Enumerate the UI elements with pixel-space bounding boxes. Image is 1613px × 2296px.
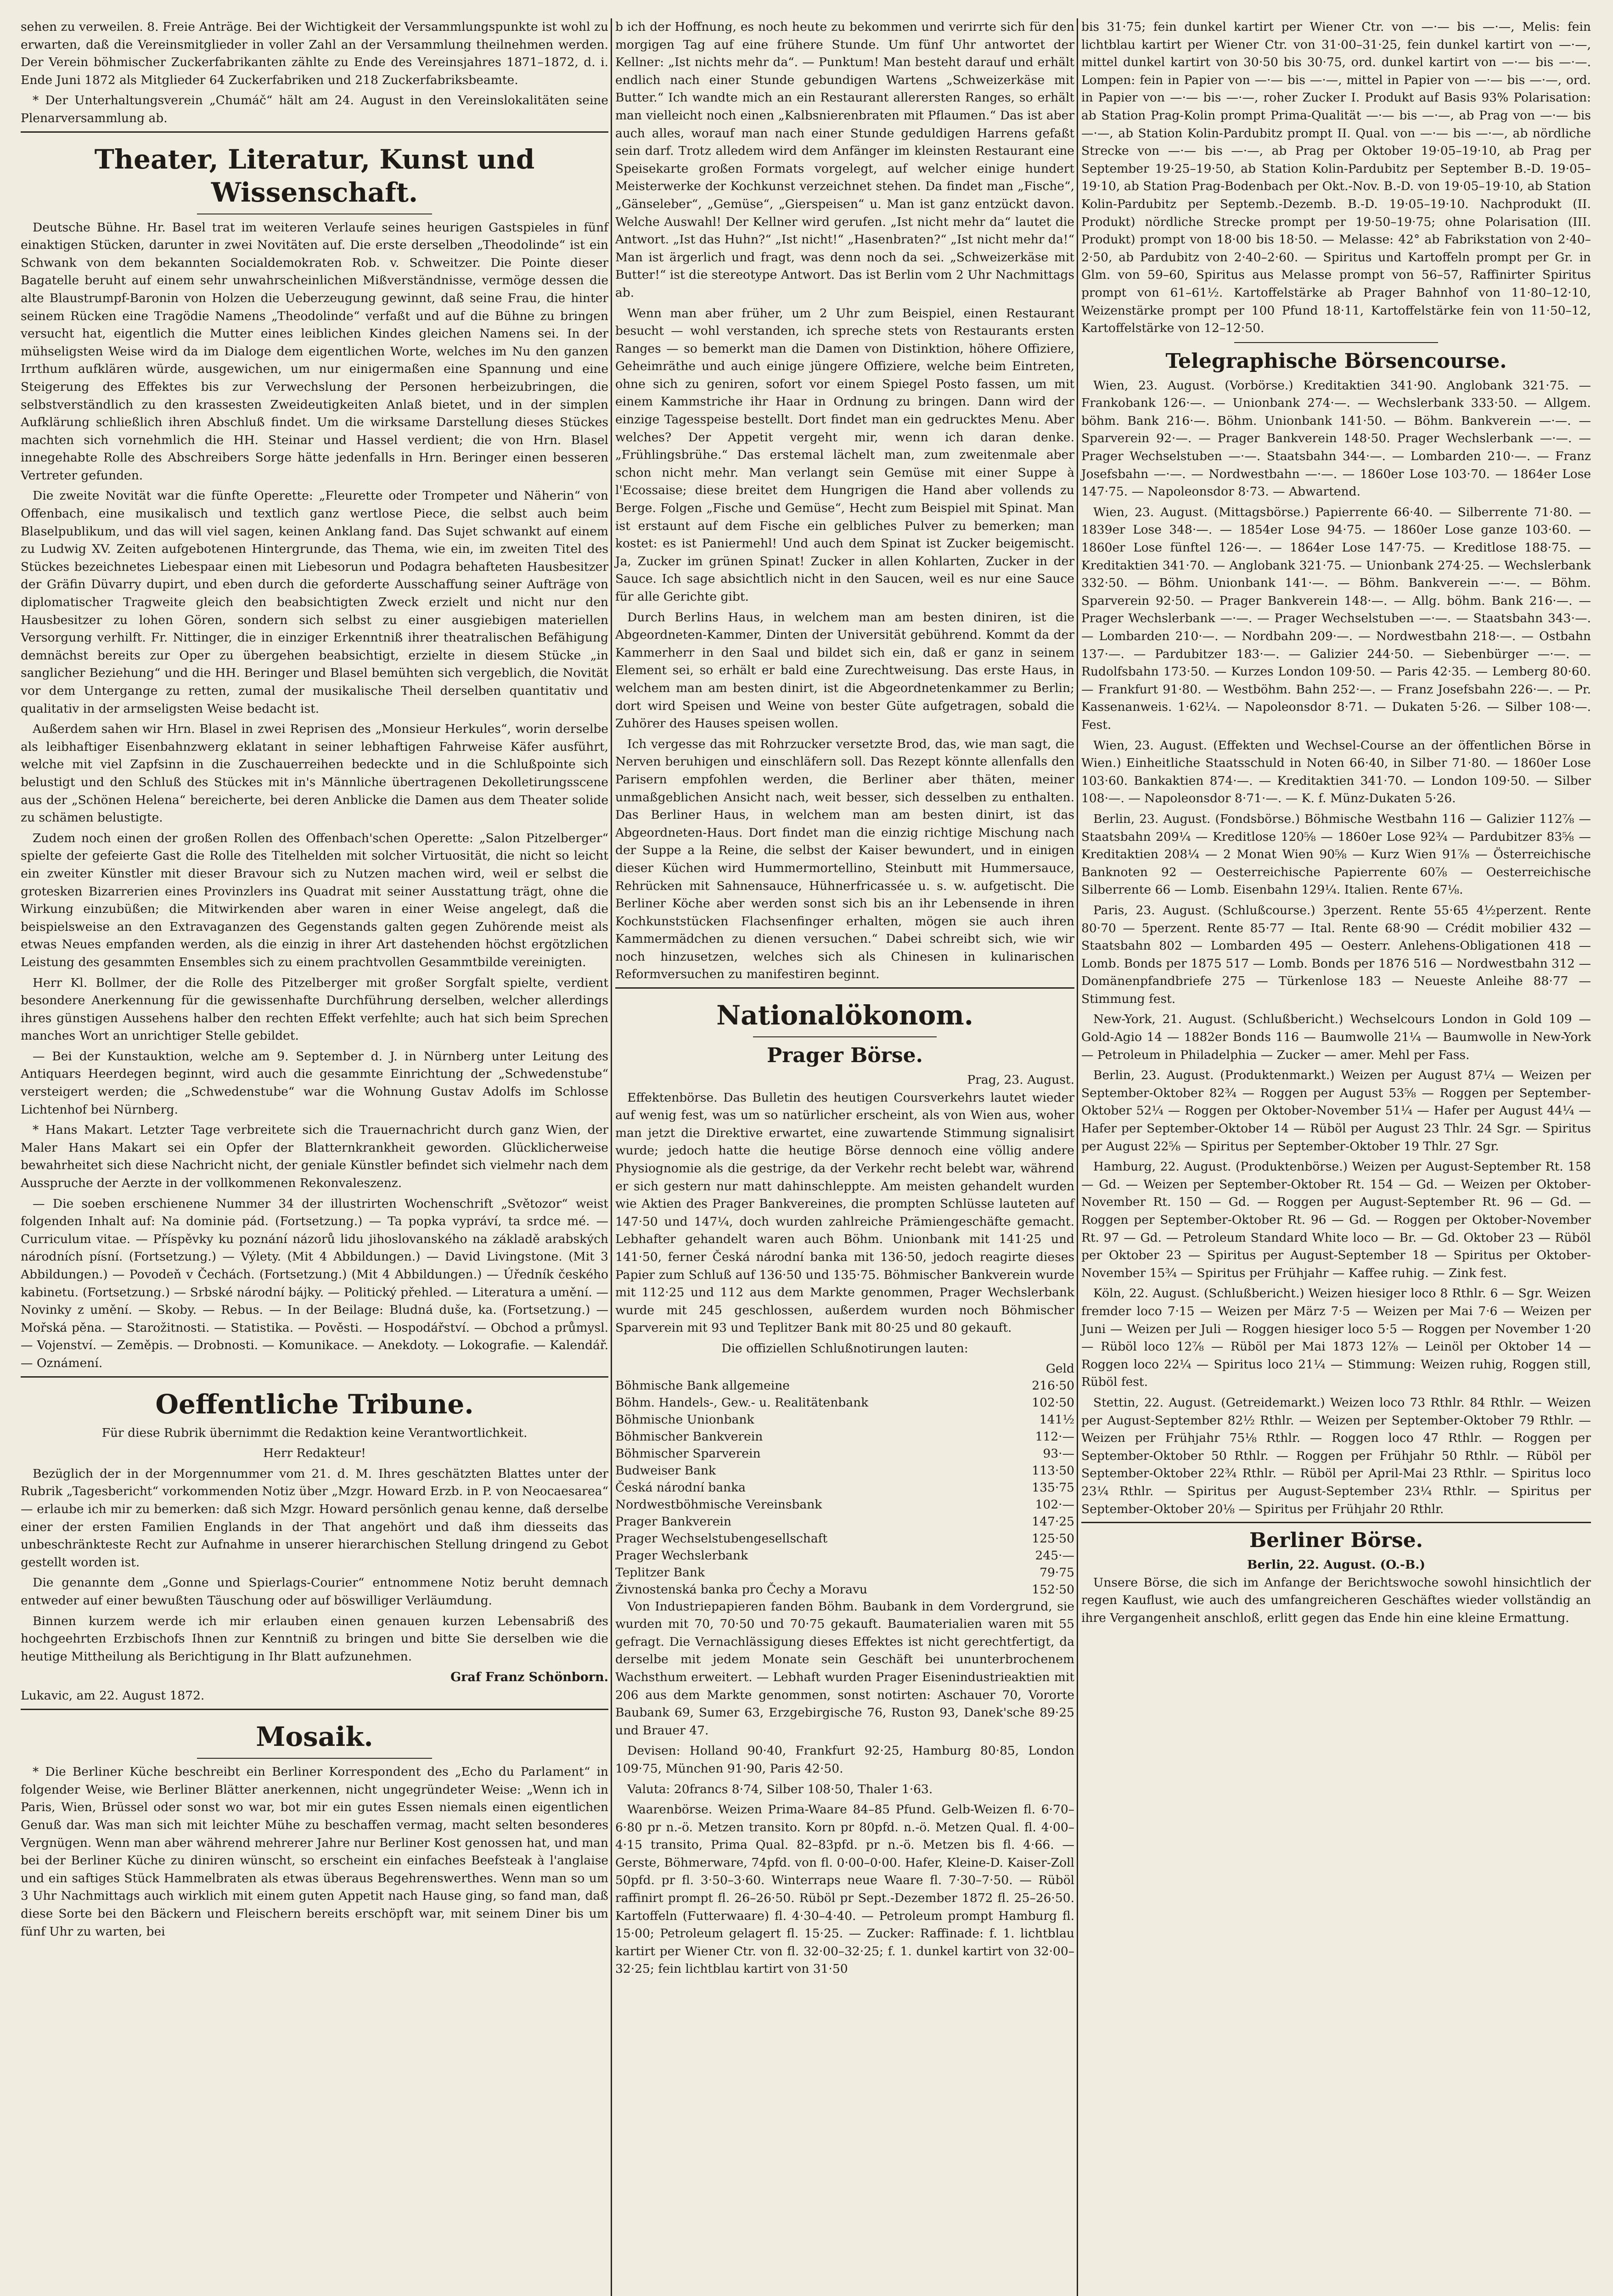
- theatre-heading: Theater, Literatur, Kunst und Wissenschaft.: [94, 143, 535, 208]
- table-row: [615, 1581, 1074, 1598]
- table-row: [615, 1445, 1074, 1462]
- telegraph-report: Wien, 23. August. (Mittagsbörse.) Papierrente 66·40. — Silberrente 71·80. — 1839er Lose 348·—. — 1854er Lose 94·75. — 1860er Lose ganze 103·60. — 1860er Lose fünftel 126·—. — 1864er Lose 147·75. — Kreditlose 188·75. — Kreditaktien 341·70. — Anglobank 321·75. — Unionbank 274·25. — Wechslerbank 332·50. — Böhm. Unionbank 141·—. — Böhm. Bankverein —·—. — Böhm. Sparverein 92·50. — Prager Bankverein 148·—. — Allg. böhm. Bank 216·—. — Prager Wechslerbank —·—. — Prager Wechselstuben —·—. — Staatsbahn 343·—. — Lombarden 210·—. — Nordbahn 209·—. — Nordwestbahn 218·—. — Ostbahn 137·—. — Pardubitzer 183·—. — Galizier 244·50. — Siebenbürger —·—. — Rudolfsbahn 173·50. — Kurzes London 109·50. — Paris 42·35. — Lemberg 80·60. — Frankfurt 91·80. — Westböhm. Bahn 252·—. — Franz Josefsbahn 226·—. — Pr. Kassenanweis. 1·62¼. — Napoleonsdor 8·71. — Dukaten 5·26. — Silber 108·—. Fest.: [1081, 505, 1591, 732]
- rate-name: Böhmischer Sparverein: [615, 1446, 761, 1461]
- telegraph-report: Stettin, 22. August. (Getreidemarkt.) Weizen loco 73 Rthlr. 84 Rthlr. — Weizen per August-September 82½ Rthlr. — Weizen per September-Oktober 79 Rthlr. — Weizen per Frühjahr 75⅛ Rthlr. — Roggen loco 47 Rthlr. — Roggen per September-Oktober 50 Rthlr. — Roggen per Frühjahr 50 Rthlr. — Rüböl per September-Oktober 22¾ Rthlr. — Rüböl per April-Mai 23 Rthlr. — Spiritus loco 23¼ Rthlr. — Spiritus per August-September 23¼ Rthlr. — Spiritus per September-Oktober 20⅛ — Spiritus per Frühjahr 20 Rthlr.: [1081, 1395, 1591, 1516]
- table-row: [615, 1428, 1074, 1445]
- tribune-heading: Oeffentliche Tribune.: [155, 1388, 474, 1420]
- theatre-paragraph: Außerdem sahen wir Hrn. Blasel in zwei Reprisen des „Monsieur Herkules“, worin derselbe als leibhaftiger Eisenbahnzwerg eklatant in seiner lebhaftigen Fahrweise Käfer ausführt, welche mit viel Zapfsinn in die Zuschauerreihen bedeckte und in die Schlußpointe sich belustigt und den Schluß des Stückes mit in's Männliche übertragenen Dekolletirungsscene aus der „Schönen Helena“ bereicherte, bei deren Anblicke die Damen aus dem Theater solide zu schämen belustigte.: [21, 722, 608, 825]
- section-divider: [615, 987, 1074, 989]
- mosaik-continuation: Wenn man aber früher, um 2 Uhr zum Beispiel, einen Restaurant besucht — wohl verstanden, ich spreche stets von Restaurants ersten Ranges — so bemerkt man die Damen von Distinktion, höhere Offiziere, Geheimräthe und auch einige jüngere Offiziere, welche beim Eintreten, ohne sich zu geniren, sofort vor einem Spiegel Posto fassen, um mit einem Kammstriche ihr Haar in Ordnung zu bringen. Dann wird der einzige Tagesspeise bestellt. Dort findet man ein gedrucktes Menu. Aber welches? Der Appetit vergeht mir, wenn ich daran denke. „Frühlingsbrühe.“ Das erstemal lächelt man, zum zweitenmale aber schon nicht mehr. Man verlangt sein Gemüse mit einer Suppe à l'Ecossaise; diese breitet dem Hungrigen die Hand aber vollends zu Berge. Folgen „Fische und Gemüse“, Hecht zum Beispiel mit Spinat. Man ist erstaunt auf dem Fische ein gelbliches Pulver zu bemerken; man kostet: es ist Paniermehl! Und auch dem Spinat ist Zucker beigemischt. Ja, Zucker im grünen Spinat! Zucker in allen Kohlarten, Zucker in der Sauce. Ich sage absichtlich nicht in den Saucen, weil es nur eine Sauce für alle Gerichte gibt.: [615, 306, 1074, 604]
- column-divider-right: [1077, 18, 1078, 2296]
- rate-name: Česká národní banka: [615, 1480, 746, 1495]
- rate-value: 93·—: [1043, 1446, 1074, 1461]
- theatre-paragraph: Die zweite Novität war die fünfte Operette: „Fleurette oder Trompeter und Näherin“ von Offenbach, eine musikalisch und textlich ganz wertlose Piece, die selbst auch beim Blaselpublikum, und das will viel sagen, keinen Anklang fand. Das Sujet schwankt auf einem zu Ludwig XV. Zeiten aufgebotenen Hintergrunde, das Thema, wie ein, im zweiten Titel des Stückes bezeichnetes Liebespaar einen mit Liebesorun und Podagra behafteten Hausbesitzer der Gräfin Düvarry dupirt, und eben durch die geforderte Ausschaffung seiner Aufträge von diplomatischer Tragweite gleich den beabsichtigten Zweck erzielt und nicht nur den Hausbesitzer zu lohen Gören, sondern sich selbst zu einer ausgiebigen materiellen Versorgung verhilft. Fr. Nittinger, die in einziger Erkenntniß ihrer theatralischen Befähigung demnächst bereits zur Oper zu übergehen beabsichtigt, erzielte in diesem Stücke „in sanglicher Beziehung“ und die HH. Beringer und Blasel bemühten sich vergeblich, die Novität vor dem Untergange zu retten, zumal der musikalische Theil derselben quantitativ und qualitativ in der armseligsten Weise bedacht ist.: [21, 489, 608, 716]
- telegraph-report: Berlin, 23. August. (Produktenmarkt.) Weizen per August 87¼ — Weizen per September-Oktober 82¾ — Roggen per August 53⅝ — Roggen per September-Oktober 52¼ — Roggen per Oktober-November 51¼ — Hafer per August 44¼ — Hafer per September-Oktober 14 — Rüböl per August 23 Thlr. 24 Sgr. — Spiritus per August 22⅝ — Spiritus per September-Oktober 19 Thlr. 27 Sgr.: [1081, 1068, 1591, 1154]
- theatre-paragraph: * Hans Makart. Letzter Tage verbreitete sich die Trauernachricht durch ganz Wien, der Maler Hans Makart sei ein Opfer der Blatternkrankheit geworden. Glücklicherweise bewahrheitet sich diese Nachricht nicht, der geniale Künstler befindet sich vielmehr nach dem Ausspruche der Aerzte in der vollkommenen Rekonvaleszenz.: [21, 1123, 608, 1191]
- rate-name: Teplitzer Bank: [615, 1565, 705, 1580]
- mosaik-continuation: b ich der Hoffnung, es noch heute zu bekommen und verirrte sich für den morgigen Tag auf eine frühere Stunde. Um fünf Uhr antwortet der Kellner: „Ist nichts mehr da“. — Punktum! Man besteht darauf und erhält endlich nach einer Stunde gebundigen Wartens „Schweizerkäse mit Butter.“ Ich wandte mich an ein Restaurant allerersten Ranges, so erhält man vielleicht noch einen „Kalbsnierenbraten mit Pflaumen.“ Das ist aber auch alles, worauf man nach einer Stunde geduldigen Harrens gefaßt sein darf. Trotz alledem wird dem Anfänger im kleinsten Restaurant eine Speisekarte großen Formats vorgelegt, auf welcher einige hundert Meisterwerke der Kochkunst verzeichnet stehen. Da findet man „Fische“, „Gänseleber“, „Gemüse“, „Gierspeisen“ u. Man ist ganz entzückt davon. Welche Auswahl! Der Kellner wird gerufen. „Ist nicht mehr da“ lautet die Antwort. „Ist das Huhn?“ „Ist nicht!“ „Hasenbraten?“ „Ist nicht mehr da!“ Man ist ärgerlich und fragt, was denn noch da sei. „Schweizerkäse mit Butter!“ ist die stereotype Antwort. Das ist Berlin vom 2 Uhr Nachmittags ab.: [615, 20, 1074, 300]
- tribune-paragraph: Bezüglich der in der Morgennummer vom 21. d. M. Ihres geschätzten Blattes unter der Rubrik „Tagesbericht“ vorkommenden Notiz über „Mzgr. Howard Erzb. in P. von Neocaesarea“ — erlaube ich mir zu bemerken: daß sich Mzgr. Howard persönlich genau kenne, daß derselbe einer der ersten Familien Englands in der That angehört und daß ihm diesseits das unbeschränkteste Recht zur Aufnahme in unserer hierarchischen Stellung dringend zu Gebot gestellt worden ist.: [21, 1466, 608, 1570]
- berlin-paragraph: Unsere Börse, die sich im Anfange der Berichtswoche sowohl hinsichtlich der regen Kauflust, wie auch des umfangreicheren Geschäftes wieder vollständig an ihre Vergangenheit anschloß, erlitt gegen das Ende hin eine kleine Ermattung.: [1081, 1575, 1591, 1625]
- economy-heading: Nationalökonom.: [716, 1000, 973, 1031]
- telegraph-report: New-York, 21. August. (Schlußbericht.) Wechselcours London in Gold 109 — Gold-Agio 14 — 1882er Bonds 116 — Baumwolle 21¼ — Baumwolle in New-York — Petroleum in Philadelphia — Zucker — amer. Mehl per Fass.: [1081, 1012, 1591, 1062]
- market-paragraph: Devisen: Holland 90·40, Frankfurt 92·25, Hamburg 80·85, London 109·75, München 91·90, Paris 42·50.: [615, 1744, 1074, 1776]
- table-row: [615, 1479, 1074, 1496]
- rate-value: 125·50: [1032, 1531, 1074, 1546]
- table-row: [615, 1462, 1074, 1479]
- section-divider: [21, 1709, 608, 1710]
- berlin-dateline: Berlin, 22. August. (O.-B.): [1247, 1558, 1426, 1572]
- mosaik-continuation: Durch Berlins Haus, in welchem man am besten diniren, ist die Abgeordneten-Kammer, Dinten der Universität gebührend. Kommt da der Kammerherr in den Saal und bildet sich ein, daß er ganz in seinem Element sei, so erhält er bald eine Zurechtweisung. Das erste Haus, in welchem man am besten dinirt, ist die Abgeordnetenkammer zu Berlin; dort wird Speisen und Weine von bester Güte aufgetragen, sobald die Zuhörer des Hauses speisen wollen.: [615, 610, 1074, 731]
- section-divider: [21, 131, 608, 133]
- table-row: [615, 1530, 1074, 1547]
- rate-name: Böhmische Bank allgemeine: [615, 1378, 790, 1393]
- rate-name: Živnostenská banka pro Čechy a Moravu: [615, 1582, 867, 1597]
- table-row: [615, 1564, 1074, 1581]
- theatre-paragraph: Deutsche Bühne. Hr. Basel trat im weiteren Verlaufe seines heurigen Gastspieles in fünf einaktigen Stücken, darunter in zwei Novitäten auf. Die erste derselben „Theodolinde“ ist ein Schwank von dem bekannten Socialdemokraten Rob. v. Schweitzer. Die Pointe dieser Bagatelle beruht auf einem sehr unwahrscheinlichen Mißverständnisse, vermöge dessen die alte Blaustrumpf-Baronin von Holzen die Ueberzeugung gewinnt, daß seine Frau, die hinter seinem Rücken eine Tragödie Namens „Theodolinde“ verfaßt und auf die Bühne zu bringen versucht hat, eigentlich die Mutter eines leiblichen Kindes gleichen Namens sei. In der mühseligsten Weise wird da im Dialoge dem eigentlichen Worte, welches im Nu den ganzen Irrthum aufklären würde, ausgewichen, um nur einigermaßen eine Spannung und eine Steigerung des Effektes bis zur Verwechslung der Personen herbeizubringen, die selbstverständlich zu den krassesten Zweideutigkeiten Anlaß bietet, und in der simplen Aufklärung schließlich ihren Abschluß findet. Um die wirksame Darstellung dieses Stückes machten sich vornehmlich die HH. Steinar und Hassel verdient; die von Hrn. Blasel innegehabte Rolle des Abschreibers Sorge hätte jedenfalls in Hrn. Beringer einen besseren Vertreter gefunden.: [21, 220, 608, 483]
- rate-value: 141½: [1039, 1412, 1074, 1427]
- rates-intro: Die offiziellen Schlußnotirungen lauten:: [721, 1341, 968, 1356]
- column-divider-left: [611, 18, 612, 2296]
- rates-table: [615, 1377, 1074, 1598]
- column-right: [1081, 18, 1591, 1630]
- rate-value: 147·25: [1032, 1514, 1074, 1529]
- column-middle: [615, 18, 1074, 1981]
- telegraph-report: Paris, 23. August. (Schlußcourse.) 3perzent. Rente 55·65 4½perzent. Rente 80·70 — 5perzent. Rente 85·77 — Ital. Rente 68·90 — Crédit mobilier 432 — Staatsbahn 802 — Lombarden 495 — Oesterr. Anlehens-Obligationen 418 — Lomb. Bonds per 1875 517 — Lomb. Bonds per 1876 516 — Nordwestbahn 312 — Domänenpfandbriefe 275 — Türkenlose 183 — Neueste Anleihe 88·77 — Stimmung fest.: [1081, 903, 1591, 1006]
- tribune-paragraph: Binnen kurzem werde ich mir erlauben einen genauen kurzen Lebensabriß des hochgeehrten Erzbischofs Ihnen zur Kenntniß zu bringen und bitte Sie derselben wie die heutige Mittheilung als Berichtigung in Ihr Blatt aufzunehmen.: [21, 1614, 608, 1664]
- tribune-salutation: Herr Redakteur!: [263, 1446, 366, 1461]
- section-divider: [1234, 342, 1438, 343]
- intro-paragraph: * Der Unterhaltungsverein „Chumáč“ hält am 24. August in den Vereinslokalitäten seine Plenarversammlung ab.: [21, 93, 608, 125]
- tribune-place-date: Lukavic, am 22. August 1872.: [21, 1688, 205, 1703]
- theatre-paragraph: Zudem noch einen der großen Rollen des Offenbach'schen Operette: „Salon Pitzelberger“ spielte der gefeierte Gast die Rolle des Titelhelden mit solcher Virtuosität, die nicht so leicht ein zweiter Künstler mit dieser Bravour sich zu Nutzen machen wird, weil er selbst die grotesken Bizarrerien eines Provinzlers ins Quadrat mit seiner Ausstattung trägt, ohne die Wirkung einzubüßen; die Mitwirkenden aber waren in einer Weise angelegt, daß die beispielsweise an den Extravaganzen des Gegenstands galten gegen Zuhörende meist als etwas Neues empfanden werden, als die einzig in ihrer Art dastehenden höchst ergötzlichen Leistung des gesammten Ensembles sich zu einem prachtvollen Gesammtbilde vereinigten.: [21, 831, 608, 969]
- rate-value: 245·—: [1035, 1548, 1074, 1563]
- table-row: [615, 1394, 1074, 1411]
- table-row: [615, 1496, 1074, 1513]
- mosaik-heading: Mosaik.: [256, 1721, 373, 1753]
- telegraph-report: Wien, 23. August. (Vorbörse.) Kreditaktien 341·90. Anglobank 321·75. — Frankobank 126·—. — Unionbank 274·—. — Wechslerbank 333·50. — Allgem. böhm. Bank 216·—. Böhm. Unionbank 141·50. — Böhm. Bankverein —·—. — Sparverein 92·—. — Prager Bankverein 148·50. Prager Wechslerbank —·—. — Prager Wechselstuben —·—. Staatsbahn 344·—. — Lombarden 210·—. — Franz Josefsbahn —·—. — Nordwestbahn —·—. — 1860er Lose 103·70. — 1864er Lose 147·75. — Napoleonsdor 8·73. — Abwartend.: [1081, 378, 1591, 499]
- table-row: [615, 1411, 1074, 1428]
- rate-value: 112·—: [1035, 1429, 1074, 1444]
- rate-name: Böhmischer Bankverein: [615, 1429, 763, 1444]
- mosaik-paragraph: * Die Berliner Küche beschreibt ein Berliner Korrespondent des „Echo du Parlament“ in folgender Weise, wie Berliner Blätter anerkennen, nicht ungegründeter Weise: „Wenn ich in Paris, Wien, Brüssel oder sonst wo war, bot mir ein gutes Essen niemals einen eigentlichen Genuß dar. Was man sich mit leichter Mühe zu beschaffen vermag, macht selten besonderes Vergnügen. Wenn man aber während mehrerer Jahre nur Berliner Kost genossen hat, und man bei der Berliner Küche zu diniren wünscht, so erscheint ein einfaches Beefsteak à l'anglaise und ein saftiges Stück Hammelbraten als etwas überaus Begehrenswerthes. Wenn man so um 3 Uhr Nachmittags auch wirklich mit einem guten Appetit nach Hause ging, so fand man, daß diese Sorte bei den Bäckern und Fleischern bereits erschöpft war, mit seinem Diner bis um fünf Uhr zu warten, bei: [21, 1765, 608, 1939]
- heading-rule: [753, 1036, 937, 1037]
- theatre-paragraph: — Die soeben erschienene Nummer 34 der illustrirten Wochenschrift „Světozor“ weist folgenden Inhalt auf: Na dominie pád. (Fortsetzung.) — Ta popka vypráví, ta srdce mé. — Curriculum vitae. — Příspěvky ku poznání názorů lidu jihoslovanského na základě arabských národních písní. (Fortsetzung.) — Výlety. (Mit 4 Abbildungen.) — David Livingstone. (Mit 3 Abbildungen.) — Povodeň v Čechách. (Fortsetzung.) (Mit 4 Abbildungen.) — Úředník českého kabinetu. (Fortsetzung.) — Srbské národní bájky. — Politický přehled. — Literatura a umění. — Novinky z umění. — Skoby. — Rebus. — In der Beilage: Bludná duše, ka. (Fortsetzung.) — Mořská pěna. — Starožitnosti. — Statistika. — Pověsti. — Hospodářství. — Obchod a průmysl. — Vojenství. — Zeměpis. — Drobnosti. — Komunikace. — Anekdoty. — Lokografie. — Kalendář. — Oznámení.: [21, 1196, 608, 1370]
- rate-value: 216·50: [1032, 1378, 1074, 1393]
- telegraph-report: Wien, 23. August. (Effekten und Wechsel-Course an der öffentlichen Börse in Wien.) Einheitliche Staatsschuld in Noten 66·40, in Silber 71·80. — 1860er Lose 103·60. Bankaktien 874·—. — Kreditaktien 341·70. — London 109·50. — Silber 108·—. — Napoleonsdor 8·71·—. — K. f. Münz-Dukaten 5·26.: [1081, 738, 1591, 806]
- rate-name: Böhmische Unionbank: [615, 1412, 754, 1427]
- stock-dateline: Prag, 23. August.: [967, 1073, 1074, 1087]
- heading-rule: [197, 1758, 432, 1759]
- market-paragraph: Waarenbörse. Weizen Prima-Waare 84–85 Pfund. Gelb-Weizen fl. 6·70–6·80 pr n.-ö. Metzen transito. Korn pr 80pfd. n.-ö. Metzen Qual. fl. 4·00–4·15 transito, Prima Qual. 82–83pfd. pr n.-ö. Metzen bis fl. 4·66. — Gerste, Böhmerware, 74pfd. von fl. 0·00–0·00. Hafer, Kleine-D. Kaiser-Zoll 50pfd. pr fl. 3·50–3·60. Winterraps neue Waare fl. 7·30–7·50. — Rüböl raffinirt prompt fl. 26–26·50. Rüböl pr Sept.-Dezember 1872 fl. 25–26·50. Kartoffeln (Futterwaare) fl. 4·30–4·40. — Petroleum prompt Hamburg fl. 15·00; Petroleum gelagert fl. 15·25. — Zucker: Raffinade: f. 1. lichtblau kartirt per Wiener Ctr. von fl. 32·00–32·25; f. 1. dunkel kartirt von 32·00–32·25; fein lichtblau kartirt von 31·50: [615, 1802, 1074, 1976]
- market-paragraph: Valuta: 20francs 8·74, Silber 108·50, Thaler 1·63.: [627, 1782, 933, 1796]
- stock-exchange-heading: Prager Börse.: [767, 1044, 923, 1068]
- rate-value: 102·—: [1035, 1497, 1074, 1512]
- tribune-signature: Graf Franz Schönborn.: [450, 1670, 608, 1685]
- rates-column-header: Geld: [1045, 1361, 1074, 1376]
- rate-name: Nordwestböhmische Vereinsbank: [615, 1497, 822, 1512]
- intro-paragraph: sehen zu verweilen. 8. Freie Anträge. Bei der Wichtigkeit der Versammlungspunkte ist wohl zu erwarten, daß die Vereinsmitglieder in voller Zahl an der Versammlung theilnehmen werden. Der Verein böhmischer Zuckerfabrikanten zählte zu Ende des Vereinsjahres 1871–1872, d. i. Ende Juni 1872 als Mitglieder 64 Zuckerfabriken und 218 Zuckerfabriksbeamte.: [21, 20, 608, 87]
- berlin-exchange-heading: Berliner Börse.: [1249, 1529, 1423, 1553]
- section-divider: [21, 1376, 608, 1378]
- rate-value: 152·50: [1032, 1582, 1074, 1597]
- table-row: [615, 1547, 1074, 1564]
- theatre-paragraph: Herr Kl. Bollmer, der die Rolle des Pitzelberger mit großer Sorgfalt spielte, verdient besondere Anerkennung für die gewissenhafte Durchführung derselben, welcher allerdings ihres günstigen Aussehens halber den rechten Effekt verfehlte; auch hat sich beim Sprechen manches Wort an unrichtiger Stelle gebildet.: [21, 975, 608, 1043]
- rate-value: 102·50: [1032, 1395, 1074, 1410]
- rate-value: 79·75: [1040, 1565, 1074, 1580]
- stock-paragraph: Effektenbörse. Das Bulletin des heutigen Coursverkehrs lautet wieder auf wenig fest, was um so natürlicher erscheint, als von Wien aus, woher man jetzt die Direktive erwartet, eine zuwartende Stimmung signalisirt wurde; jedoch hatte die heutige Börse dennoch eine völlig andere Physiognomie als die gestrige, da der Verkehr recht belebt war, während er sich gestern nur matt dahinschleppte. Am meisten gehandelt wurden wie Aktien des Prager Bankvereines, die prompten Schlüsse lauteten auf 147·50 und 147¼, doch wurden zahlreiche Prämiengeschäfte gemacht. Lebhafter gehandelt waren auch Böhm. Unionbank mit 141·25 und 141·50, ferner Česká národní banka mit 136·50, jedoch reagirte dieses Papier zum Schluß auf 136·50 und 135·75. Böhmischer Bankverein wurde mit 112·25 und 112 aus dem Markte genommen, Prager Wechslerbank wurde mit 245 geschlossen, außerdem wurden noch Böhmischer Sparverein mit 93 und Teplitzer Bank mit 80·25 und 80 gekauft.: [615, 1090, 1074, 1335]
- tribune-paragraph: Die genannte dem „Gonne und Spierlags-Courier“ entnommene Notiz beruht demnach entweder auf einer bewußten Täuschung oder auf böswilliger Verläumdung.: [21, 1576, 608, 1608]
- mosaik-continuation: Ich vergesse das mit Rohrzucker versetzte Brod, das, wie man sagt, die Nerven beruhigen und einschläfern soll. Das Rezept könnte allenfalls den Parisern empfohlen werden, die Berliner aber thäten, meiner unmaßgeblichen Ansicht nach, weit besser, sich desselben zu enthalten. Das Berliner Haus, in welchem man am besten dinirt, ist das Abgeordneten-Haus. Dort findet man die einzig richtige Mischung nach der Suppe a la Reine, die selbst der Kaiser bewundert, und in einigen dieser Küchen wird Hummermortellino, Steinbutt mit Hummersauce, Rehrücken mit Sahnensauce, Hühnerfricassée u. s. w. aufgetischt. Die Berliner Köche aber werden sonst sich bis an ihr Lebensende in ihren Kochkunststücken Flachsenfinger erhalten, mögen sie auch ihren Kammermädchen zu dienen versuchen.“ Dabei schreibt sich, wie wir noch hinzusetzen, welches sich als Chinesen in kulinarischen Reformversuchen zu manifestiren beginnt.: [615, 737, 1074, 982]
- theatre-paragraph: — Bei der Kunstauktion, welche am 9. September d. J. in Nürnberg unter Leitung des Antiquars Heerdegen beginnt, wird auch die gesammte Einrichtung der „Schwedenstube“ versteigert werden; die „Schwedenstube“ war die Wohnung Gustav Adolfs im Schlosse Lichtenhof bei Nürnberg.: [21, 1049, 608, 1117]
- sugar-market-paragraph: bis 31·75; fein dunkel kartirt per Wiener Ctr. von —·— bis —·—, Melis: fein lichtblau kartirt per Wiener Ctr. von 31·00–31·25, fein dunkel kartirt von —·—, mittel dunkel kartirt von 30·50 bis 30·75, ord. dunkel kartirt von —·— bis —·—. Lompen: fein in Papier von —·— bis —·—, mittel in Papier von —·— bis —·—, ord. in Papier von —·— bis —·—, roher Zucker I. Produkt auf Basis 93% Polarisation: ab Station Prag-Kolin prompt Prima-Qualität —·— bis —·—, ab Prag von —·— bis —·—, ab Station Kolin-Pardubitz prompt II. Qual. von —·— bis —·—, ab nördliche Strecke von —·— bis —·—, ab Prag per Oktober 19·05–19·10, ab Prag per September 19·25–19·50, ab Station Kolin-Pardubitz per September B.-D. 19·05–19·10, ab Station Prag-Bodenbach per Okt.-Nov. B.-D. von 19·05–19·10, ab Station Kolin-Pardubitz per Septemb.-Dezemb. B.-D. 19·05–19·10. Nachprodukt (II. Produkt) nördliche Strecke prompt per 19·50–19·75; ohne Polarisation (III. Produkt) prompt von 18·00 bis 18·50. — Melasse: 42° ab Fabrikstation von 2·40–2·50, ab Pardubitz von 2·40–2·60. — Spiritus und Kartoffeln prompt per Gr. in Glm. von 59–60, Spiritus aus Melasse prompt von 56–57, Raffinirter Spiritus prompt von 61–61½. Kartoffelstärke ab Prager Bahnhof von 11·80–12·10, Weizenstärke prompt per 100 Pfund 18·11, Kartoffelstärke fein von 11·50–12, Kartoffelstärke von 12–12·50.: [1081, 20, 1591, 336]
- rate-name: Prager Wechselstubengesellschaft: [615, 1531, 828, 1546]
- table-row: [615, 1377, 1074, 1394]
- section-divider: [1081, 1522, 1591, 1523]
- column-left: [21, 18, 608, 1943]
- telegraph-heading: Telegraphische Börsencourse.: [1165, 349, 1507, 373]
- market-paragraph: Von Industriepapieren fanden Böhm. Baubank in dem Vordergrund, sie wurden mit 70, 70·50 und 70·75 gekauft. Baumaterialien waren mit 55 gefragt. Die Vernachlässigung dieses Effektes ist nicht gerechtfertigt, da derselbe mit jedem Monate sein Geschäft bei ununterbrochenem Wachsthum erweitert. — Lebhaft wurden Prager Eisenindustrieaktien mit 206 aus dem Markte genommen, sonst notirten: Aschauer 70, Vororte Baubank 69, Sumer 63, Erzgebirgische 76, Ruston 93, Danek'sche 89·25 und Brauer 47.: [615, 1599, 1074, 1738]
- tribune-disclaimer: Für diese Rubrik übernimmt die Redaktion keine Verantwortlichkeit.: [101, 1425, 528, 1440]
- rate-name: Prager Bankverein: [615, 1514, 731, 1529]
- rate-name: Böhm. Handels-, Gew.- u. Realitätenbank: [615, 1395, 869, 1410]
- rate-value: 113·50: [1032, 1463, 1074, 1478]
- telegraph-report: Köln, 22. August. (Schlußbericht.) Weizen hiesiger loco 8 Rthlr. 6 — Sgr. Weizen fremder loco 7·15 — Weizen per März 7·5 — Weizen per Mai 7·6 — Weizen per Juni — Weizen per Juli — Roggen hiesiger loco 5·5 — Roggen per November 1·20 — Rüböl loco 12⅞ — Rüböl per Mai 1873 12⅞ — Leinöl per Oktober 14 — Roggen loco 22¼ — Spiritus loco 21¼ — Stimmung: Weizen ruhig, Roggen still, Rüböl fest.: [1081, 1286, 1591, 1390]
- rate-name: Budweiser Bank: [615, 1463, 716, 1478]
- rate-name: Prager Wechslerbank: [615, 1548, 748, 1563]
- telegraph-report: Hamburg, 22. August. (Produktenbörse.) Weizen per August-September Rt. 158 — Gd. — Weizen per September-Oktober Rt. 154 — Gd. — Weizen per Oktober-November Rt. 150 — Gd. — Roggen per August-September Rt. 96 — Gd. — Roggen per September-Oktober Rt. 96 — Gd. — Roggen per Oktober-November Rt. 97 — Gd. — Petroleum Standard White loco — Br. — Gd. Oktober 23 — Rüböl per Oktober 23 — Spiritus per August-September 18 — Spiritus per Oktober-November 15¾ — Spiritus per Frühjahr — Kaffee ruhig. — Zink fest.: [1081, 1159, 1591, 1280]
- rate-value: 135·75: [1032, 1480, 1074, 1495]
- telegraph-report: Berlin, 23. August. (Fondsbörse.) Böhmische Westbahn 116 — Galizier 112⅞ — Staatsbahn 209¼ — Kreditlose 120⅝ — 1860er Lose 92¾ — Pardubitzer 83⅝ — Kreditaktien 208¼ — 2 Monat Wien 90⅝ — Kurz Wien 91⅞ — Österreichische Banknoten 92 — Oesterreichische Papierrente 60⅞ — Oesterreichische Silberrente 66 — Lomb. Eisenbahn 129¼. Italien. Rente 67⅛.: [1081, 811, 1591, 897]
- table-row: [615, 1513, 1074, 1530]
